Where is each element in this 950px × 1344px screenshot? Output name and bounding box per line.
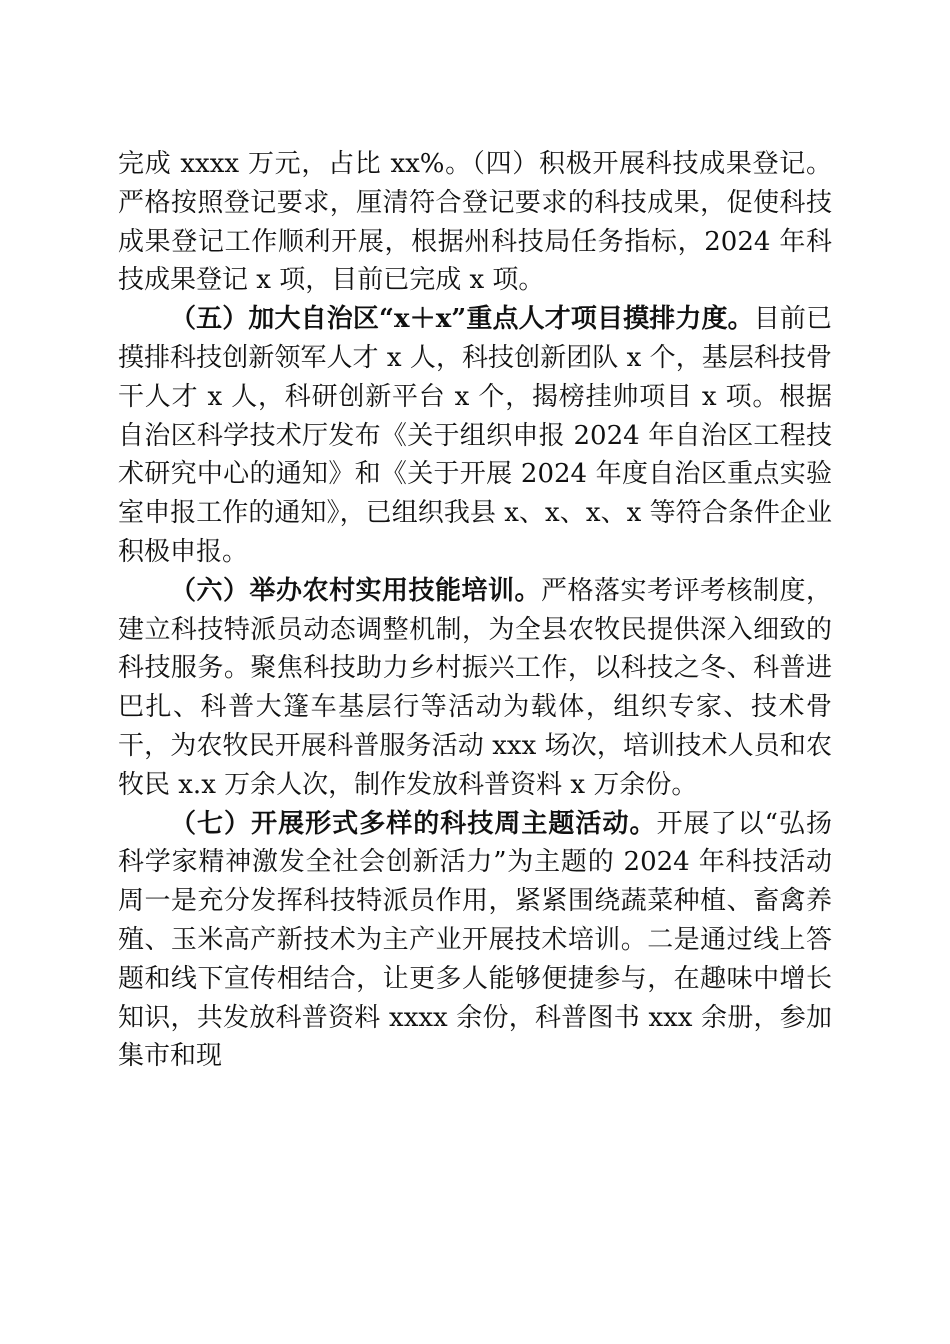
paragraph-rural-training (118, 572, 832, 805)
section-heading: （六）举办农村实用技能培训。 (170, 575, 541, 606)
paragraph-text: 严格落实考评考核制度，建立科技特派员动态调整机制，为全县农牧民提供深入细致的科技服务。聚焦科技助力乡村振兴工作，以科技之冬、科普进巴扎、科普大篷车基层行等活动为载体，组织专家、技术骨干，为农牧民开展科普服务活动 xxx 场次，培训技术人员和农牧民 x.x 万余人次，制作发放科普资料 x 万余份。 (118, 575, 832, 800)
paragraph-text: 完成 xxxx 万元，占比 xx%。（四）积极开展科技成果登记。严格按照登记要求，厘清符合登记要求的科技成果，促使科技成果登记工作顺利开展，根据州科技局任务指标，2024 年科技成果登记 x 项，目前已完成 x 项。 (118, 149, 832, 296)
paragraph-text: 目前已摸排科技创新领军人才 x 人，科技创新团队 x 个，基层科技骨干人才 x 人，科研创新平台 x 个，揭榜挂帅项目 x 项。根据自治区科学技术厅发布《关于组织申报 2024 年自治区工程技术研究中心的通知》和《关于开展 2024 年度自治区重点实验室申报工作的通知》，已组织我县 x、x、x、x 等符合条件企业积极申报。 (118, 304, 832, 567)
paragraph-text: 开展了以“弘扬科学家精神激发全社会创新活力”为主题的 2024 年科技活动周一是充分发挥科技特派员作用，紧紧围绕蔬菜种植、畜禽养殖、玉米高产新技术为主产业开展技术培训。二是通过线上答题和线下宣传相结合，让更多人能够便捷参与，在趣味中增长知识，共发放科普资料 xxxx 余份，科普图书 xxx 余册，参加集市和现 (118, 808, 832, 1072)
document-page (118, 145, 832, 1076)
section-heading: （七）开展形式多样的科技周主题活动。 (170, 808, 657, 839)
paragraph-continuation (118, 145, 832, 300)
paragraph-talent-survey (118, 300, 832, 572)
paragraph-science-week (118, 805, 832, 1077)
section-heading: （五）加大自治区“x＋x”重点人才项目摸排力度。 (170, 304, 754, 335)
